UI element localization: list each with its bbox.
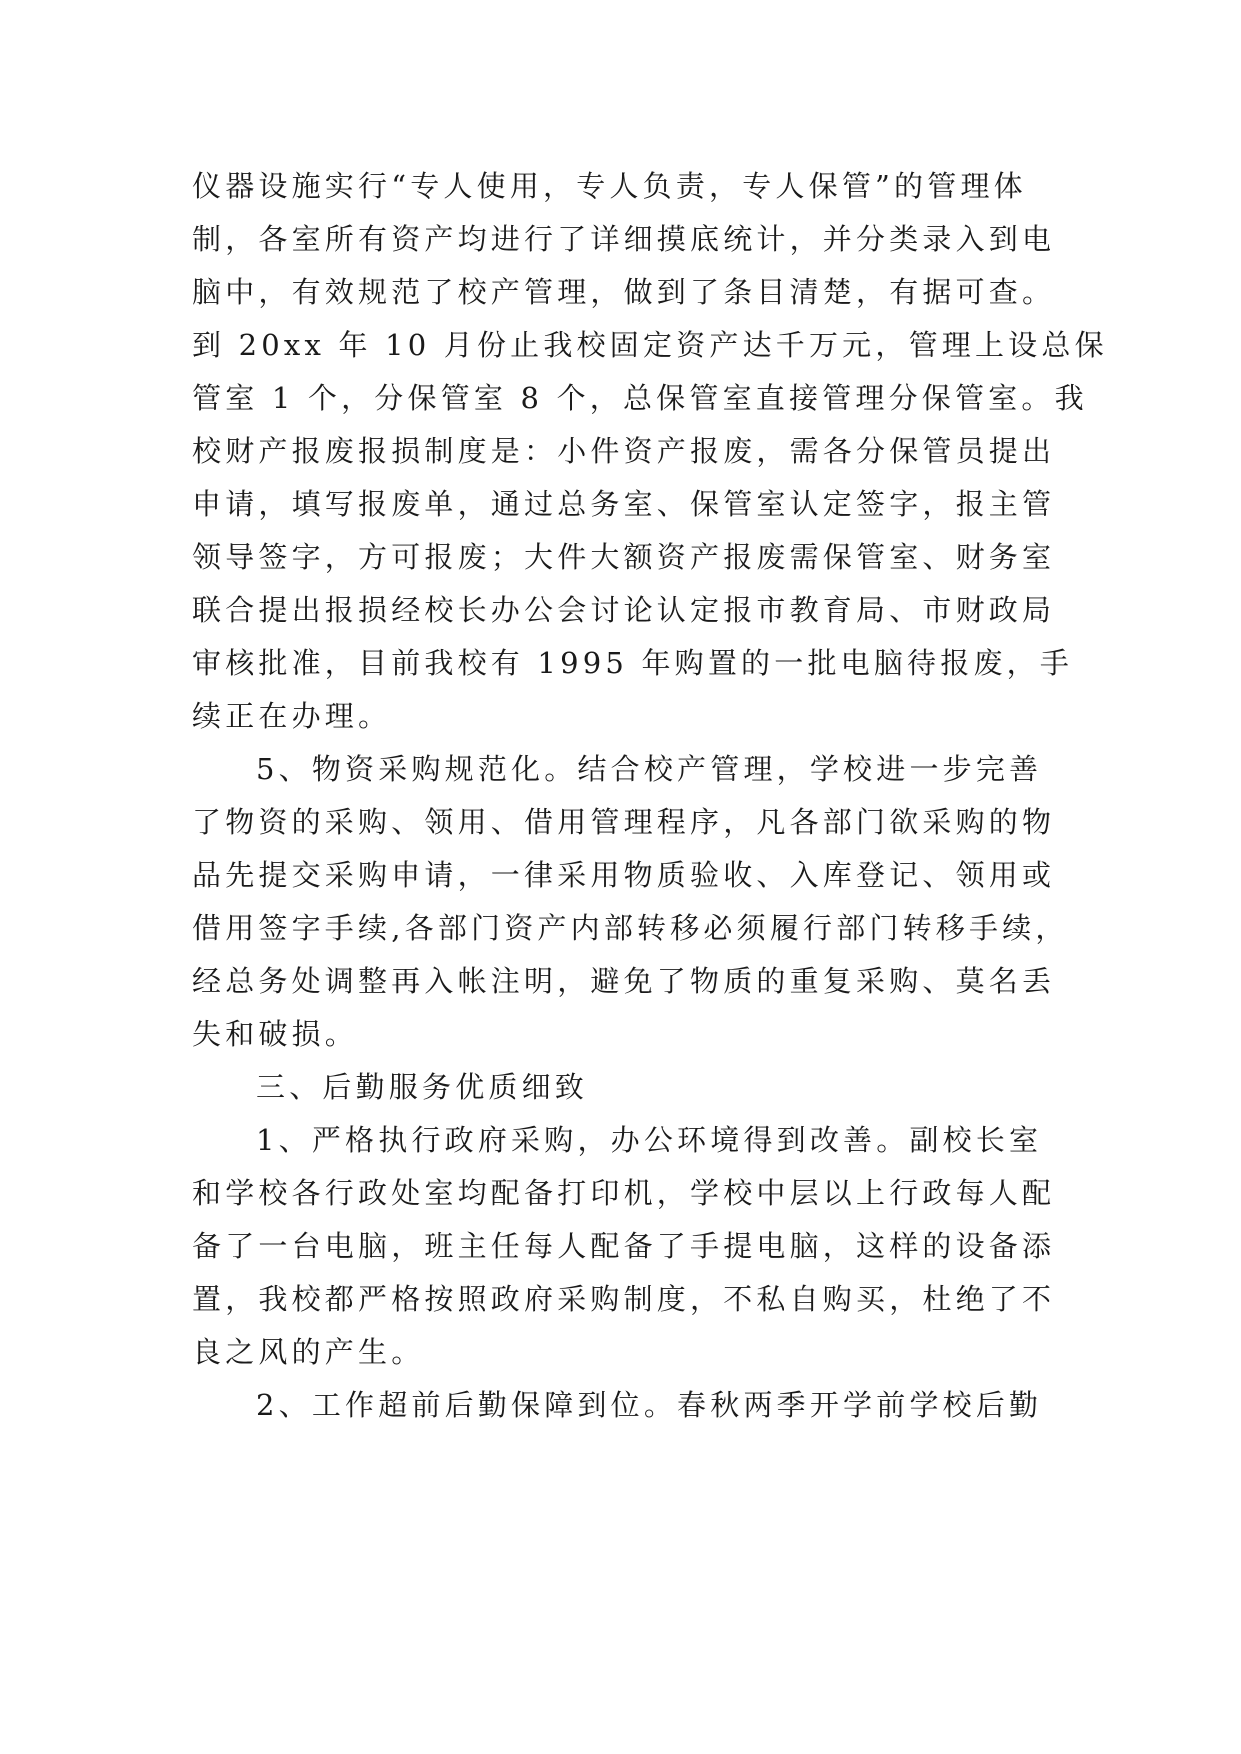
text-line: 续正在办理。 — [192, 699, 392, 733]
text-line: 借用签字手续,各部门资产内部转移必须履行部门转移手续， — [192, 911, 1069, 945]
section-heading: 三、后勤服务优质细致 — [256, 1070, 589, 1104]
text-line: 到 20xx 年 10 月份止我校固定资产达千万元，管理上设总保 — [192, 328, 1108, 362]
text-line: 失和破损。 — [192, 1017, 359, 1051]
text-line: 和学校各行政处室均配备打印机，学校中层以上行政每人配 — [192, 1176, 1056, 1210]
text-line: 联合提出报损经校长办公会讨论认定报市教育局、市财政局 — [192, 593, 1056, 627]
paragraph-start-line: 1、严格执行政府采购，办公环境得到改善。副校长室 — [256, 1123, 1043, 1157]
text-line: 了物资的采购、领用、借用管理程序，凡各部门欲采购的物 — [192, 805, 1056, 839]
text-line: 领导签字，方可报废；大件大额资产报废需保管室、财务室 — [192, 540, 1056, 574]
text-line: 制，各室所有资产均进行了详细摸底统计，并分类录入到电 — [192, 222, 1056, 256]
text-line: 备了一台电脑，班主任每人配备了手提电脑，这样的设备添 — [192, 1229, 1056, 1263]
text-line: 良之风的产生。 — [192, 1335, 425, 1369]
text-line: 品先提交采购申请，一律采用物质验收、入库登记、领用或 — [192, 858, 1056, 892]
text-line: 脑中，有效规范了校产管理，做到了条目清楚，有据可查。 — [192, 275, 1056, 309]
text-line: 仪器设施实行“专人使用，专人负责，专人保管”的管理体 — [192, 169, 1027, 203]
text-line: 申请，填写报废单，通过总务室、保管室认定签字，报主管 — [192, 487, 1056, 521]
text-line: 审核批准，目前我校有 1995 年购置的一批电脑待报废，手 — [192, 646, 1074, 680]
text-line: 校财产报废报损制度是：小件资产报废，需各分保管员提出 — [192, 434, 1056, 468]
text-line: 置，我校都严格按照政府采购制度，不私自购买，杜绝了不 — [192, 1282, 1056, 1316]
text-line: 经总务处调整再入帐注明，避免了物质的重复采购、莫名丢 — [192, 964, 1056, 998]
document-body — [192, 160, 1108, 1432]
text-line: 管室 1 个，分保管室 8 个，总保管室直接管理分保管室。我 — [192, 381, 1088, 415]
paragraph-start-line: 5、物资采购规范化。结合校产管理，学校进一步完善 — [256, 752, 1043, 786]
paragraph-start-line: 2、工作超前后勤保障到位。春秋两季开学前学校后勤 — [256, 1388, 1043, 1422]
